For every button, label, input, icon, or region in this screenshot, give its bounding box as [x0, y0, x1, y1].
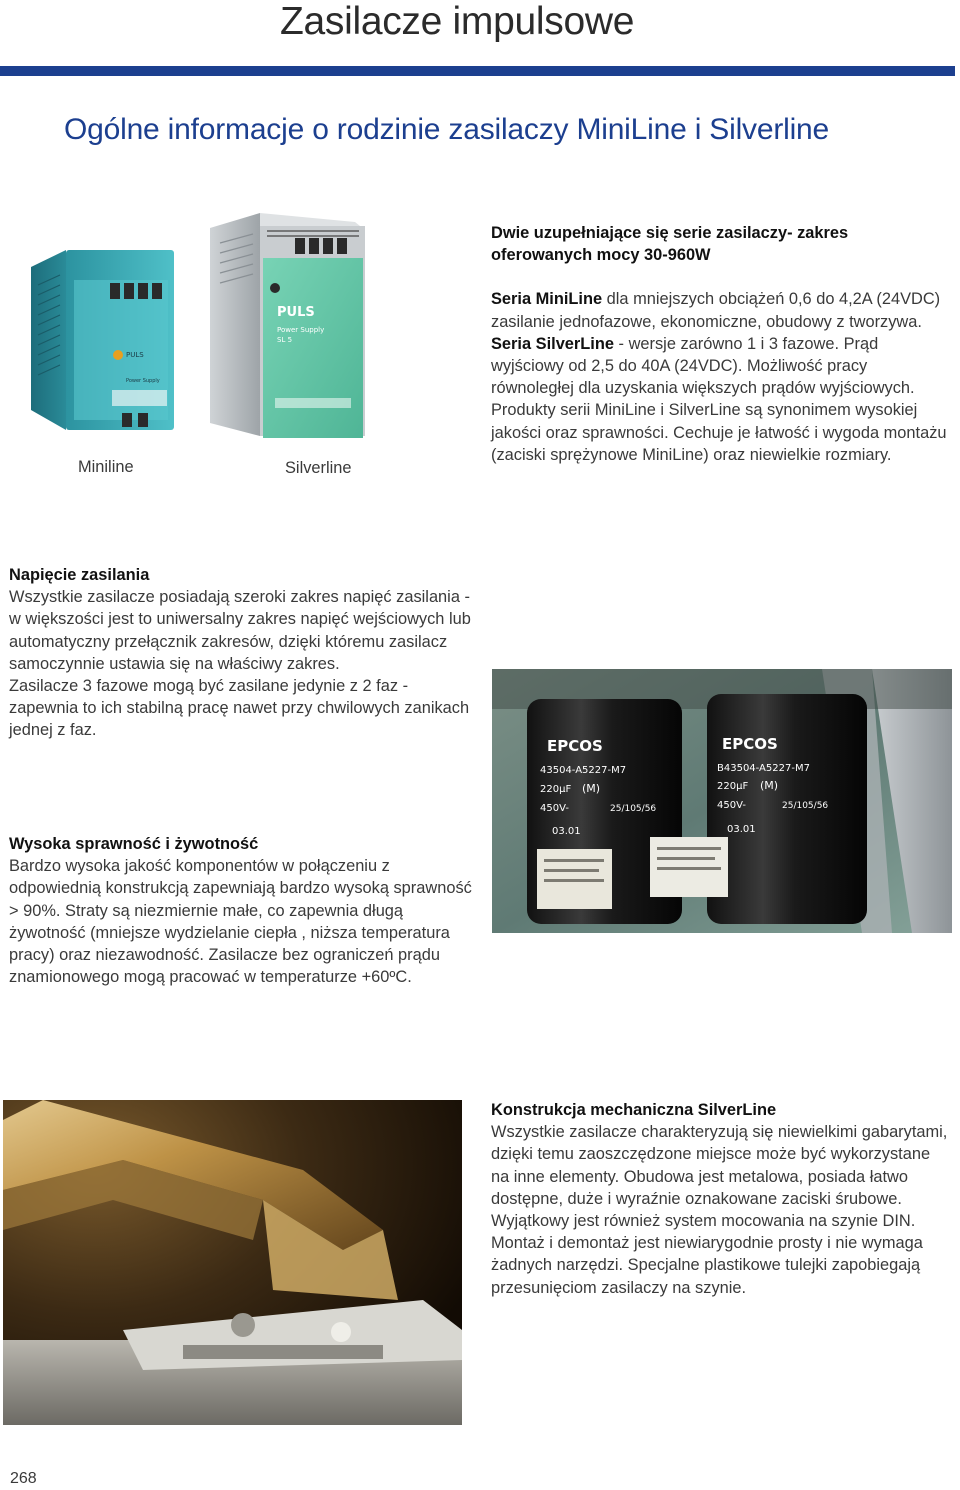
cap2-value: 220µF [717, 781, 749, 792]
section-sprawnosc-p1: Bardzo wysoka jakość komponentów w połączeniu z odpowiednią konstrukcją zapewniają bardzo wysoką sprawność > 90%. Straty są niezmiernie małe, co zapewnia długą żywotność (mniejsze wydzielanie ciepła , niższa temperatura pracy) oraz niezawodność. Zasilacze bez ograniczeń prądu znamionowego mogą pracować w temperaturze +60ºC. [9, 857, 472, 987]
intro-paragraph-miniline [491, 288, 951, 332]
section-sprawnosc [9, 833, 479, 988]
cap2-code: 25/105/56 [782, 801, 829, 811]
section-napiecie-heading: Napięcie zasilania [9, 566, 150, 584]
cap1-value: 220µF [540, 784, 572, 795]
section-napiecie-p2: Zasilacze 3 fazowe mogą być zasilane jedynie z 2 faz - zapewnia to ich stabilną pracę nawet przy chwilowych zanikach jednej z faz. [9, 677, 470, 740]
intro-miniline-bold: Seria MiniLine [491, 290, 603, 309]
miniline-caption: Miniline [78, 458, 134, 476]
cap1-date: 03.01 [552, 826, 581, 837]
cap1-part: 43504-A5227-M7 [540, 765, 627, 776]
silverline-label-line2: SL 5 [277, 336, 293, 344]
section-konstrukcja [491, 1099, 951, 1299]
miniline-photo [26, 245, 178, 440]
intro-miniline-text: dla mniejszych obciążeń 0,6 do 4,2A (24VDC) zasilanie jednofazowe, ekonomiczne, obudowy z tworzywa. [491, 290, 941, 331]
cap2-tol: (M) [760, 779, 779, 792]
cap1-tol: (M) [582, 782, 601, 795]
intro-paragraph-quality: Produkty serii MiniLine i SilverLine są synonimem wysokiej jakości oraz sprawności. Cechuje je łatwość i wygoda montażu (zaciski sprężynowe MiniLine) oraz niewielkie rozmiary. [491, 401, 947, 464]
page-title: Zasilacze impulsowe [280, 0, 635, 43]
svg-text:Power Supply: Power Supply [126, 378, 160, 384]
intro-lead: Dwie uzupełniające się serie zasilaczy- zakres oferowanych mocy 30-960W [491, 224, 849, 265]
section-napiecie [9, 564, 479, 742]
din-rail-photo [3, 1100, 462, 1425]
svg-text:PULS: PULS [126, 351, 144, 359]
intro-paragraph-silverline [491, 333, 951, 400]
section-konstrukcja-p1: Wszystkie zasilacze charakteryzują się niewielkimi gabarytami, dzięki temu zaoszczędzone miejsce może być wykorzystane na inne elementy. Obudowa jest metalowa, posiada łatwo dostępne, duże i wyraźnie oznakowane zaciski śrubowe. Wyjątkowy jest również system mocowania na szynie DIN. Montaż i demontaż jest niewiarygodnie prosty i nie wymaga żadnych narzędzi. Specjalne plastikowe tulejki zapobiegają przesunięciom zasilaczy na szynie. [491, 1123, 948, 1297]
section-napiecie-p1: Wszystkie zasilacze posiadają szeroki zakres napięć zasilania - w większości jest to uniwersalny zakres napięć wejściowych lub automatyczny przełącznik zakresów, dzięki któremu zasilacz samoczynnie ustawia się na właściwy zakres. [9, 588, 471, 673]
cap1-brand: EPCOS [547, 737, 603, 755]
page-subtitle: Ogólne informacje o rodzinie zasilaczy MiniLine i Silverline [64, 113, 830, 146]
section-sprawnosc-heading: Wysoka sprawność i żywotność [9, 835, 259, 853]
silverline-photo [205, 208, 370, 440]
intro-silverline-bold: Seria SilverLine [491, 334, 614, 353]
section-konstrukcja-heading: Konstrukcja mechaniczna SilverLine [491, 1101, 777, 1119]
page-number: 268 [10, 1470, 37, 1487]
cap2-part: B43504-A5227-M7 [717, 763, 810, 774]
silverline-label-line1: Power Supply [277, 326, 325, 334]
title-rule [0, 66, 955, 76]
silverline-caption: Silverline [285, 459, 352, 477]
cap1-code: 25/105/56 [610, 804, 657, 814]
cap2-brand: EPCOS [722, 735, 778, 753]
cap2-date: 03.01 [727, 824, 756, 835]
capacitors-photo [492, 669, 952, 933]
silverline-brand-label: PULS [277, 305, 315, 320]
intro-silverline-text: - wersje zarówno 1 i 3 fazowe. Prąd wyjściowy od 2,5 do 40A (24VDC). Możliwość pracy równoległej dla uzyskania większych prądów wyjściowych. [491, 334, 915, 398]
cap2-volt: 450V- [717, 800, 746, 811]
cap1-volt: 450V- [540, 803, 569, 814]
intro-block [491, 222, 951, 466]
